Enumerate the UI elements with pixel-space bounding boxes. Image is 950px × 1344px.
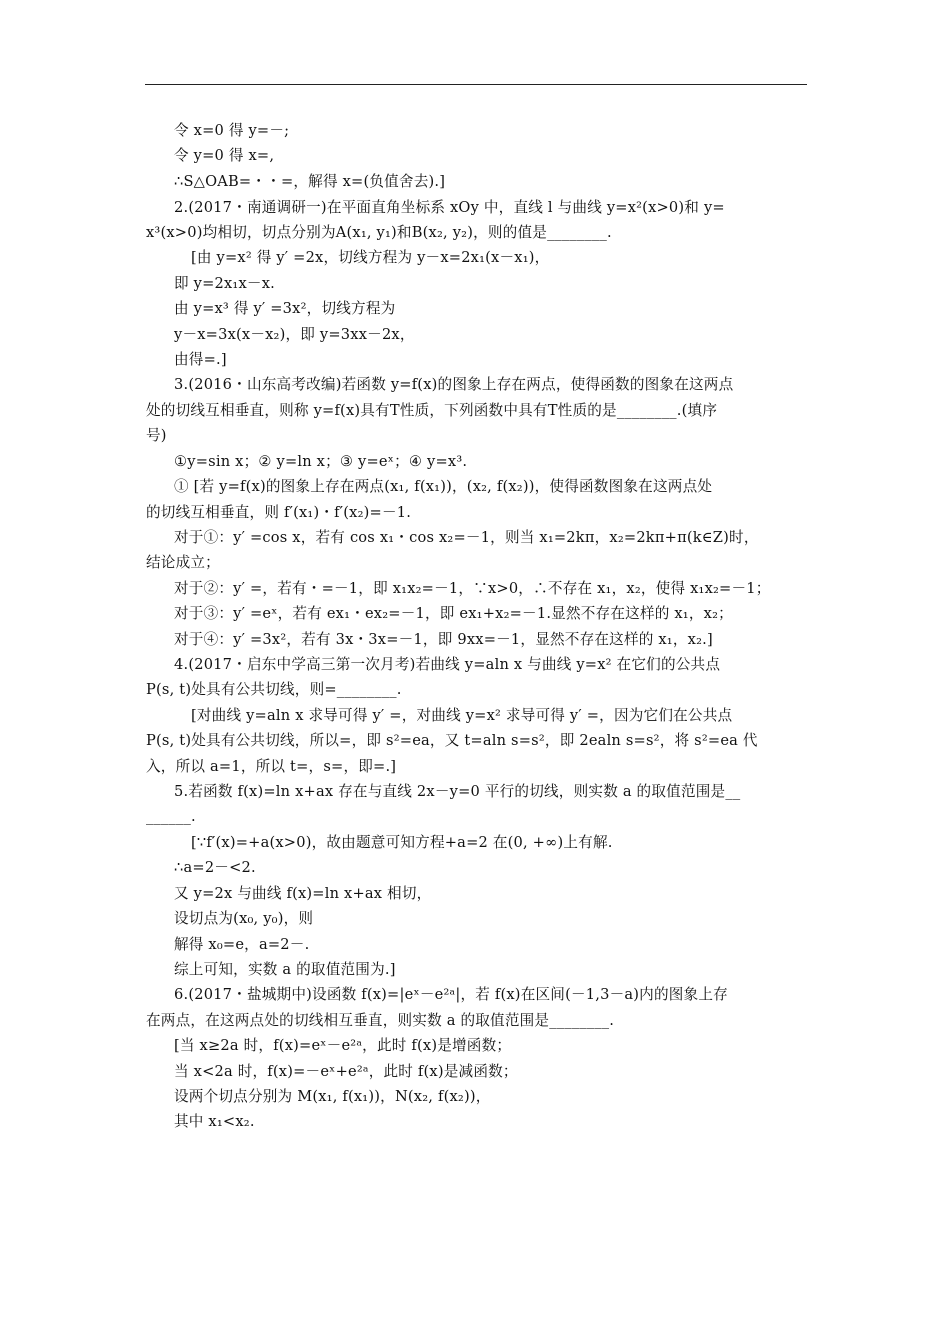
- text-line: ______.: [146, 808, 196, 825]
- text-line: 设切点为(x₀, y₀)，则: [174, 910, 314, 927]
- text-line: 又 y=2x 与曲线 f(x)=ln x+ax 相切，: [174, 885, 432, 902]
- text-line: 对于③：y′ =eˣ，若有 ex₁・ex₂=－1，即 ex₁+x₂=－1.显然不存在这样的 x₁，x₂；: [174, 605, 733, 622]
- solution-6: [当 x≥2a 时，f(x)=eˣ－e²ᵃ，此时 f(x)是增函数；: [174, 1037, 512, 1054]
- text-line: 对于②：y′ =，若有・=－1，即 x₁x₂=－1，∵x>0，∴不存在 x₁，x₂，使得 x₁x₂=－1；: [174, 580, 771, 597]
- text-line: 号): [146, 427, 167, 444]
- text-line: 其中 x₁<x₂.: [174, 1113, 255, 1130]
- text-line: 入，所以 a=1，所以 t=，s=，即=.]: [146, 758, 397, 775]
- text-line: 由 y=x³ 得 y′ =3x²，切线方程为: [174, 300, 396, 317]
- text-line: P(s, t)处具有公共切线，所以=，即 s²=ea，又 t=aln s=s²，即 2ealn s=s²，将 s²=ea 代: [146, 732, 758, 749]
- solution-5: [∵f′(x)=+a(x>0)，故由题意可知方程+a=2 在(0, +∞)上有解.: [191, 834, 613, 851]
- text-line: ∴S△OAB=・・=，解得 x=(负值舍去).]: [174, 173, 446, 190]
- problem-3-statement: 3.(2016・山东高考改编)若函数 y=f(x)的图象上存在两点，使得函数的图象在这两点: [174, 376, 734, 393]
- text-line: ∴a=2－<2.: [174, 859, 256, 876]
- text-line: 对于④：y′ =3x²，若有 3x・3x=－1，即 9xx=－1，显然不存在这样的 x₁，x₂.]: [174, 631, 713, 648]
- text-line: 令 x=0 得 y=－;: [174, 122, 290, 139]
- text-line: 解得 x₀=e，a=2－.: [174, 936, 310, 953]
- text-line: y－x=3x(x－x₂)，即 y=3xx－2x，: [174, 326, 415, 343]
- text-line: 由得=.]: [174, 351, 227, 368]
- solution-3: ① [若 y=f(x)的图象上存在两点(x₁, f(x₁))，(x₂, f(x₂))，使得函数图象在这两点处: [174, 478, 713, 495]
- solution-4: [对曲线 y=aln x 求导可得 y′ =，对曲线 y=x² 求导可得 y′ =，因为它们在公共点: [191, 707, 733, 724]
- text-line: 综上可知，实数 a 的取值范围为.]: [174, 961, 396, 978]
- text-line: 当 x<2a 时，f(x)=－eˣ+e²ᵃ，此时 f(x)是减函数；: [174, 1063, 518, 1080]
- problem-5-statement: 5.若函数 f(x)=ln x+ax 存在与直线 2x－y=0 平行的切线，则实数 a 的取值范围是__: [174, 783, 741, 800]
- problem-6-statement: 6.(2017・盐城期中)设函数 f(x)=|eˣ－e²ᵃ|，若 f(x)在区间(－1,3－a)内的图象上存: [174, 986, 728, 1003]
- text-line: 的切线互相垂直，则 f′(x₁)・f′(x₂)=－1.: [146, 504, 412, 521]
- text-line: x³(x>0)均相切，切点分别为A(x₁, y₁)和B(x₂, y₂)，则的值是________.: [146, 224, 612, 241]
- text-line: ①y=sin x；② y=ln x；③ y=eˣ；④ y=x³.: [174, 453, 468, 470]
- header-rule: [145, 84, 807, 85]
- solution-2: [由 y=x² 得 y′ =2x，切线方程为 y－x=2x₁(x－x₁)，: [191, 249, 550, 266]
- text-line: 在两点，在这两点处的切线相互垂直，则实数 a 的取值范围是________.: [146, 1012, 615, 1029]
- text-line: 对于①：y′ =cos x，若有 cos x₁・cos x₂=－1，则当 x₁=2kπ，x₂=2kπ+π(k∈Z)时，: [174, 529, 759, 546]
- text-line: 设两个切点分别为 M(x₁, f(x₁))，N(x₂, f(x₂))，: [174, 1088, 491, 1105]
- problem-4-statement: 4.(2017・启东中学高三第一次月考)若曲线 y=aln x 与曲线 y=x² 在它们的公共点: [174, 656, 721, 673]
- problem-2-statement: 2.(2017・南通调研一)在平面直角坐标系 xOy 中，直线 l 与曲线 y=x²(x>0)和 y=: [174, 199, 725, 216]
- text-line: P(s, t)处具有公共切线，则=________.: [146, 681, 402, 698]
- text-line: 结论成立；: [146, 554, 220, 571]
- text-line: 即 y=2x₁x－x.: [174, 275, 275, 292]
- text-line: 令 y=0 得 x=,: [174, 147, 275, 164]
- text-line: 处的切线互相垂直，则称 y=f(x)具有T性质，下列函数中具有T性质的是________.(填序: [146, 402, 718, 419]
